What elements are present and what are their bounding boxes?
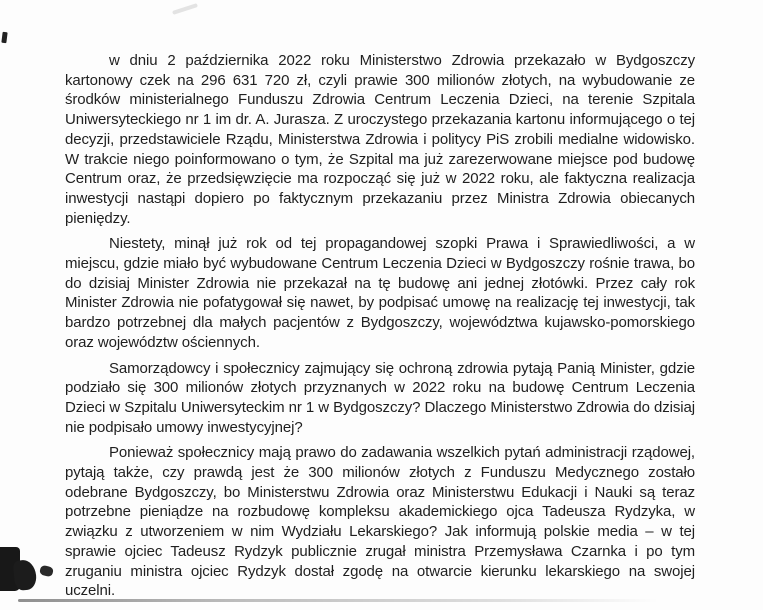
document-text (65, 51, 695, 607)
scan-artifact-left-edge-mark (1, 32, 7, 44)
paragraph-question-300-million: Samorządowcy i społecznicy zajmujący się ochroną zdrowia pytają Panią Minister, gdzie podziało się 300 milionów złotych przyznanych w 2022 roku na budowę Centrum Leczenia Dzieci w Szpitalu Uniwersyteckim nr 1 w Bydgoszczy? Dlaczego Ministerstwo Zdrowia do dzisiaj nie podpisało umowy inwestycyjnej? (65, 359, 695, 436)
scan-artifact-corner-blob (0, 547, 20, 591)
scan-artifact-corner-blob-bump (12, 559, 37, 591)
scan-artifact-corner-dot (39, 565, 54, 578)
paragraph-year-later: Niestety, minął już rok od tej propagandowej szopki Prawa i Sprawiedliwości, a w miejscu, gdzie miało być wybudowane Centrum Leczenia Dzieci w Bydgoszczy rośnie trawa, bo do dzisiaj Minister Zdrowia nie przekazał na tę budowę ani jednej złotówki. Przez cały rok Minister Zdrowia nie pofatygował się nawet, by podpisać umowę na realizację tej inwestycji, tak bardzo potrzebnej dla małych pacjentów z Bydgoszczy, województwa kujawsko-pomorskiego oraz województw ościennych. (65, 235, 695, 351)
scan-artifact-top-smudge (172, 3, 198, 15)
paragraph-check-handover: w dniu 2 października 2022 roku Ministerstwo Zdrowia przekazało w Bydgoszczy kartonowy czek na 296 631 720 zł, czyli prawie 300 milionów złotych, na wybudowanie ze środków ministerialnego Funduszu Zdrowia Centrum Leczenia Dzieci, na terenie Szpitala Uniwersyteckiego nr 1 im dr. A. Jurasza. Z uroczystego przekazania kartonu informującego o tej decyzji, przedstawiciele Rządu, Ministerstwa Zdrowia i politycy PiS zrobili medialne widowisko. W trakcie niego poinformowano o tym, że Szpital ma już zarezerwowane miejsce pod budowę Centrum oraz, że przedsięwzięcie ma rozpocząć się już w 2022 roku, ale faktyczna realizacja inwestycji nastąpi dopiero po faktycznym przekazaniu przez Ministra Zdrowia obiecanych pieniędzy. (65, 52, 695, 227)
paragraph-medical-fund-question: Ponieważ społecznicy mają prawo do zadawania wszelkich pytań administracji rządowej, pytają także, czy prawdą jest że 300 milionów złotych z Funduszu Medycznego zostało odebrane Bydgoszczy, bo Ministerstwu Zdrowia oraz Ministerstwu Edukacji i Nauki są teraz potrzebne pieniądze na rozbudowę kompleksu akademickiego ojca Tadeusza Rydzyka, w związku z utworzeniem w nim Wydziału Lekarskiego? Jak informują polskie media – w tej sprawie ojciec Tadeusz Rydzyk publicznie zrugał ministra Przemysława Czarnka i po tym zruganiu ministra ojciec Rydzyk dostał zgodę na otwarcie kierunku lekarskiego na swojej uczelni. (65, 444, 695, 600)
